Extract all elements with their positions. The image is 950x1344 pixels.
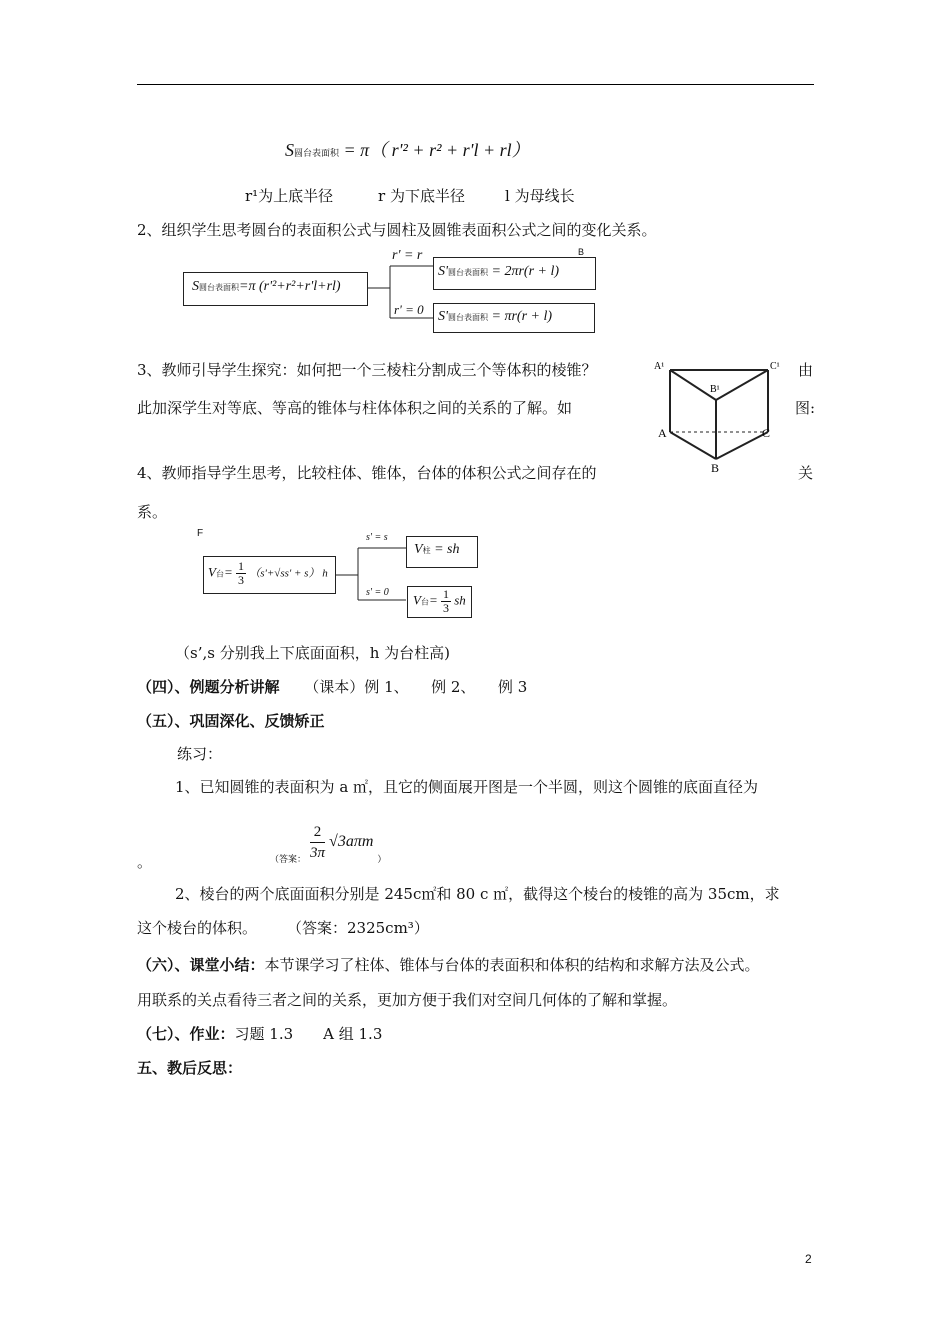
branch-label-r-zero: r' = 0	[394, 302, 424, 317]
section-7	[137, 1024, 382, 1044]
surface-cone-formula: S'圆台表面积 = πr(r + l)	[438, 309, 553, 324]
label-c1: C¹	[770, 361, 780, 372]
volume-pyramid-formula: V台= $\frac{1}{3}$ sh	[413, 587, 466, 615]
section-6-title: （六）、课堂小结：	[137, 956, 265, 974]
item-4-line2: 系。	[137, 503, 168, 521]
label-c: C	[762, 426, 771, 440]
item-4-line1: 4、教师指导学生思考，比较柱体、锥体，台体的体积公式之间存在的	[137, 464, 597, 482]
surface-cylinder-formula: S'圆台表面积 = 2πr(r + l)	[438, 264, 560, 279]
volume-diagram-lines	[332, 540, 412, 610]
section-7-homework: 习题 1.3 A 组 1.3	[234, 1025, 383, 1043]
exercise-2-line2: 这个棱台的体积。 （答案：2325cm³）	[137, 919, 429, 937]
answer-1-fraction: $\frac{2}{3\pi}$	[310, 824, 326, 861]
label-b1: B¹	[710, 384, 720, 395]
exercise-2-line1: 2、棱台的两个底面面积分别是 245c㎡和 80 c ㎡，截得这个棱台的棱锥的高为 35cm，求	[175, 885, 780, 903]
item-3-line1: 3、教师引导学生探究：如何把一个三棱柱分割成三个等体积的棱锥？	[137, 361, 597, 379]
item-3-tu: 图:	[795, 399, 816, 417]
label-a: A	[658, 426, 667, 440]
branch-label-s-zero: s' = 0	[366, 587, 389, 598]
section-6-line2: 用联系的关点看待三者之间的关系，更加方便于我们对空间几何体的了解和掌握。	[137, 991, 678, 1009]
label-b: B	[711, 461, 720, 475]
section-5-title: （五）、巩固深化、反馈矫正	[137, 712, 325, 730]
note-line: （s’,s 分别我上下底面面积，h 为台柱高)	[175, 644, 450, 662]
label-a1: A¹	[654, 361, 665, 372]
surface-main-formula: S圆台表面积=π (r'²+r²+r'l+rl)	[192, 279, 341, 294]
triangular-prism-figure	[650, 356, 790, 481]
section-4-examples: （课本）例 1、 例 2、 例 3	[304, 678, 528, 696]
exercise-1: 1、已知圆锥的表面积为 a ㎡，且它的侧面展开图是一个半圆，则这个圆锥的底面直径为	[175, 778, 759, 796]
section-6-line1	[137, 955, 760, 975]
section-4-title: （四）、例题分析讲解	[137, 678, 280, 696]
volume-prism-formula: V柱 = sh	[414, 542, 460, 557]
item-2: 2、组织学生思考圆台的表面积公式与圆柱及圆锥表面积公式之间的变化关系。	[137, 221, 657, 239]
volume-pyramid-fraction: $\frac{1}{3}$	[442, 587, 449, 615]
branch-label-s-equals-s: s' = s	[366, 532, 388, 543]
branch-label-r-equals-r: r' = r	[392, 248, 423, 263]
stray-f-label: F	[197, 528, 204, 539]
header-rule	[137, 84, 814, 85]
section-7-title: （七）、作业：	[137, 1025, 235, 1043]
section-8-title: 五、教后反思：	[137, 1059, 243, 1077]
item-3-line2: 此加深学生对等底、等高的锥体与柱体体积之间的关系的了解。如	[137, 399, 573, 417]
exercise-1-end: 。	[137, 853, 153, 871]
page-number: 2	[805, 1252, 812, 1266]
practice-label: 练习：	[177, 745, 223, 763]
stray-b-label: B	[578, 247, 585, 257]
answer-1: $_{(答案:}$ $\frac{2}{3\pi}$ √3aπm $_)$	[270, 824, 387, 866]
legend-r-upper: r¹为上底半径	[245, 187, 334, 205]
volume-main-fraction: $\frac{1}{3}$	[237, 559, 244, 587]
section-4	[137, 677, 527, 697]
legend-r-lower: r 为下底半径	[378, 187, 465, 205]
section-6-summary: 本节课学习了柱体、锥体与台体的表面积和体积的结构和求解方法及公式。	[264, 956, 760, 974]
surface-area-formula: S圆台表面积 = π（ r'² + r² + r'l + rl）	[285, 140, 530, 160]
item-3-you: 由	[798, 361, 814, 379]
volume-main-formula: V台= $\frac{1}{3}$ （s'+√ss' + s） h	[208, 559, 328, 587]
item-4-guan: 关	[798, 464, 814, 482]
legend-l: l 为母线长	[505, 187, 575, 205]
